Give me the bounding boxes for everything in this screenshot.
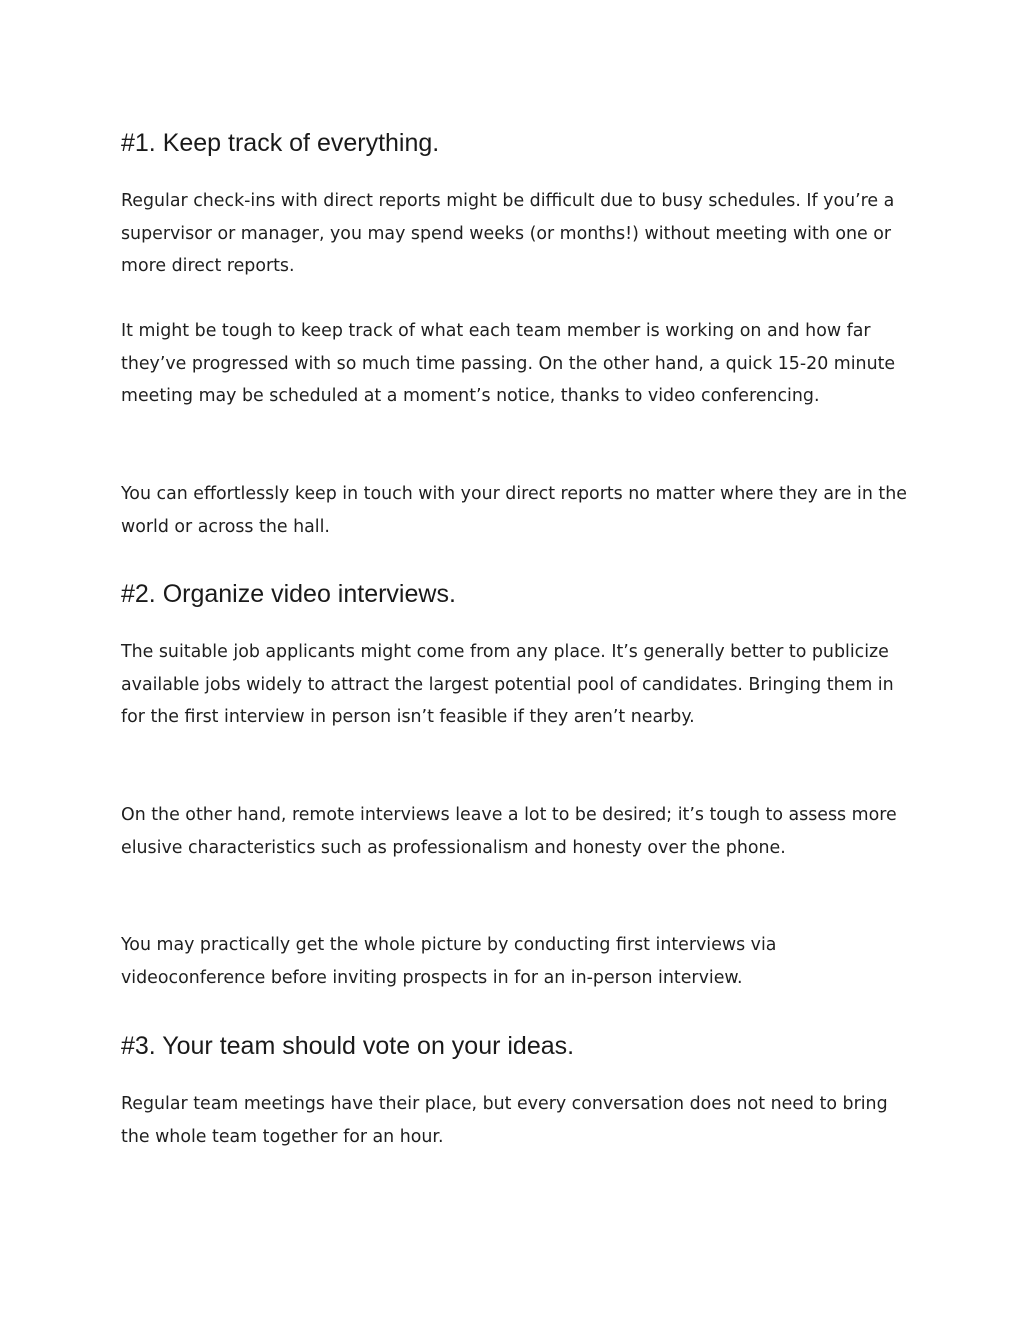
section-1-paragraph-2: It might be tough to keep track of what each team member is working on and how far they’ve progressed with so much time passing. On the other hand, a quick 15-20 minute meeting may be scheduled at a moment’s notice, thanks to video conferencing.: [121, 321, 896, 407]
section-1-paragraph-3: You can effortlessly keep in touch with your direct reports no matter where they are in the world or across the hall.: [121, 484, 907, 537]
section-heading-2: #2. Organize video interviews.: [121, 580, 456, 608]
section-1-paragraph-1: Regular check-ins with direct reports might be difficult due to busy schedules. If you’re a supervisor or manager, you may spend weeks (or months!) without meeting with one or more direct reports.: [121, 191, 895, 277]
section-2-paragraph-3: You may practically get the whole picture by conducting first interviews via videoconference before inviting prospects in for an in-person interview.: [121, 935, 777, 988]
section-heading-3: #3. Your team should vote on your ideas.: [121, 1032, 575, 1060]
section-heading-1: #1. Keep track of everything.: [121, 129, 440, 157]
section-3-paragraph-1: Regular team meetings have their place, but every conversation does not need to bring the whole team together for an hour.: [121, 1094, 888, 1147]
section-2-paragraph-1: The suitable job applicants might come from any place. It’s generally better to publicize available jobs widely to attract the largest potential pool of candidates. Bringing them in for the first interview in person isn’t feasible if they aren’t nearby.: [121, 642, 894, 728]
section-2-paragraph-2: On the other hand, remote interviews leave a lot to be desired; it’s tough to assess more elusive characteristics such as professionalism and honesty over the phone.: [121, 805, 897, 858]
